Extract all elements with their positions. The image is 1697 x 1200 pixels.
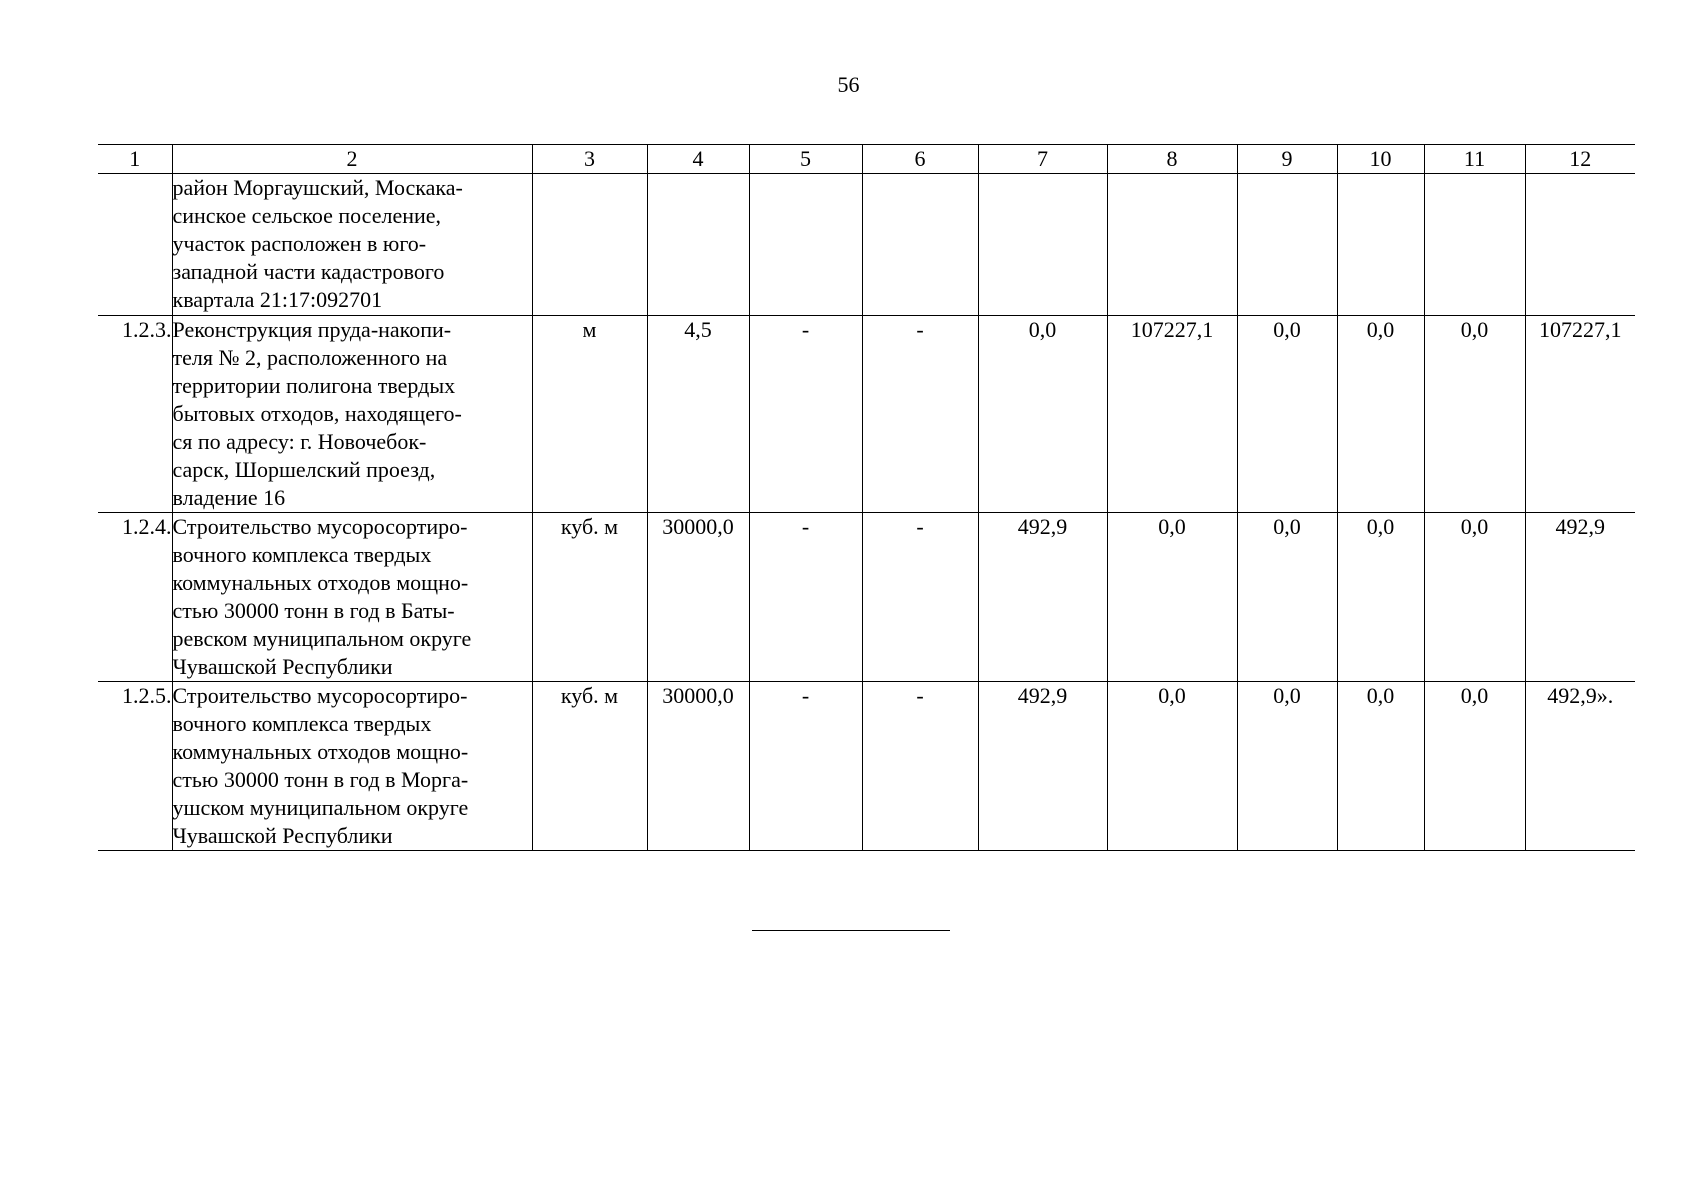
row-description: Строительство мусоросортиро- вочного комплекса твердых коммунальных отходов мощно- стью 30000 тонн в год в Баты- ревском муниципальном округе Чувашской Республики	[172, 513, 532, 682]
column-header: 4	[647, 145, 749, 174]
row-capacity: 30000,0	[647, 682, 749, 851]
footnote-divider	[752, 930, 950, 931]
row-col-5: -	[749, 513, 862, 682]
column-header: 3	[532, 145, 647, 174]
row-capacity	[647, 174, 749, 316]
row-description: район Моргаушский, Москака- синское сельское поселение, участок расположен в юго- западной части кадастрового квартала 21:17:092701	[172, 174, 532, 316]
row-col-9: 0,0	[1237, 513, 1337, 682]
row-description: Реконструкция пруда-накопи- теля № 2, расположенного на территории полигона твердых бытовых отходов, находящего- ся по адресу: г. Новочебок- сарск, Шоршелский проезд, владение 16	[172, 316, 532, 513]
row-col-10: 0,0	[1337, 513, 1424, 682]
row-col-9: 0,0	[1237, 682, 1337, 851]
row-unit: куб. м	[532, 513, 647, 682]
row-col-8: 0,0	[1107, 682, 1237, 851]
column-header: 8	[1107, 145, 1237, 174]
column-header: 1	[98, 145, 172, 174]
row-col-8: 0,0	[1107, 513, 1237, 682]
table-row	[98, 174, 1635, 316]
table-header-row	[98, 145, 1635, 174]
row-col-12	[1525, 174, 1635, 316]
row-col-6: -	[862, 682, 978, 851]
row-capacity: 4,5	[647, 316, 749, 513]
row-col-12: 107227,1	[1525, 316, 1635, 513]
row-col-12: 492,9».	[1525, 682, 1635, 851]
column-header: 10	[1337, 145, 1424, 174]
page-number: 56	[837, 72, 860, 97]
row-number: 1.2.3.	[98, 316, 172, 513]
row-col-11: 0,0	[1424, 316, 1525, 513]
row-col-11: 0,0	[1424, 682, 1525, 851]
row-col-9	[1237, 174, 1337, 316]
data-table	[98, 144, 1635, 851]
row-col-10: 0,0	[1337, 316, 1424, 513]
row-col-11	[1424, 174, 1525, 316]
row-col-7: 492,9	[978, 513, 1107, 682]
table-row	[98, 682, 1635, 851]
column-header: 11	[1424, 145, 1525, 174]
row-number: 1.2.5.	[98, 682, 172, 851]
row-number	[98, 174, 172, 316]
column-header: 7	[978, 145, 1107, 174]
row-col-5: -	[749, 682, 862, 851]
row-col-6	[862, 174, 978, 316]
row-number: 1.2.4.	[98, 513, 172, 682]
table-row	[98, 513, 1635, 682]
row-col-10	[1337, 174, 1424, 316]
row-col-9: 0,0	[1237, 316, 1337, 513]
row-capacity: 30000,0	[647, 513, 749, 682]
row-col-6: -	[862, 316, 978, 513]
column-header: 12	[1525, 145, 1635, 174]
row-col-11: 0,0	[1424, 513, 1525, 682]
row-col-10: 0,0	[1337, 682, 1424, 851]
table-row	[98, 316, 1635, 513]
row-col-7: 492,9	[978, 682, 1107, 851]
column-header: 5	[749, 145, 862, 174]
row-col-12: 492,9	[1525, 513, 1635, 682]
row-col-5: -	[749, 316, 862, 513]
row-description: Строительство мусоросортиро- вочного комплекса твердых коммунальных отходов мощно- стью 30000 тонн в год в Морга- ушском муниципальном округе Чувашской Республики	[172, 682, 532, 851]
row-col-8: 107227,1	[1107, 316, 1237, 513]
column-header: 6	[862, 145, 978, 174]
row-unit: куб. м	[532, 682, 647, 851]
row-col-6: -	[862, 513, 978, 682]
row-unit: м	[532, 316, 647, 513]
row-col-5	[749, 174, 862, 316]
column-header: 2	[172, 145, 532, 174]
row-col-7	[978, 174, 1107, 316]
row-col-8	[1107, 174, 1237, 316]
column-header: 9	[1237, 145, 1337, 174]
row-unit	[532, 174, 647, 316]
row-col-7: 0,0	[978, 316, 1107, 513]
